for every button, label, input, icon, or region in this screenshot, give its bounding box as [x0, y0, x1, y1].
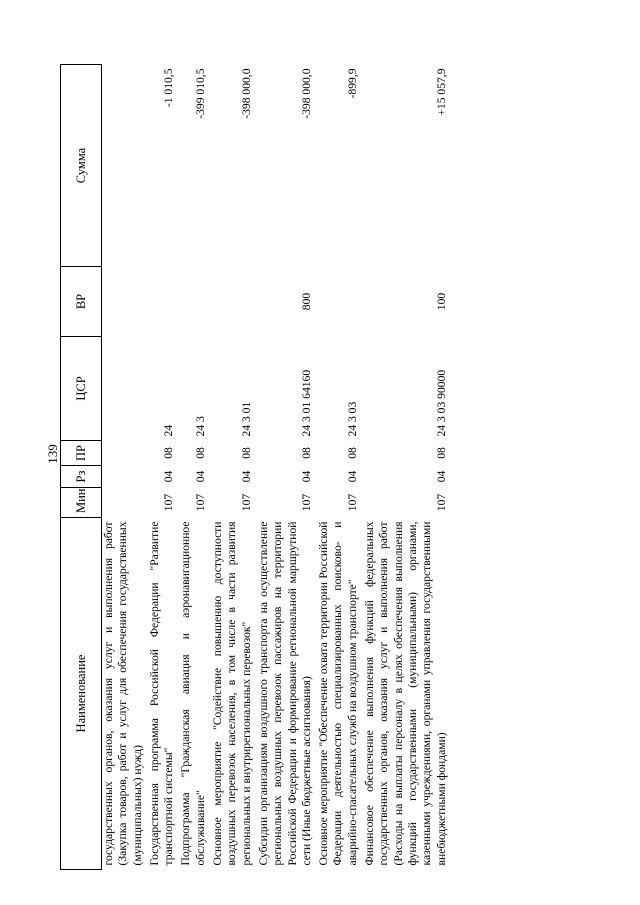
row-pr: 08 [239, 447, 253, 459]
table-row [179, 65, 211, 870]
row-min: 107 [299, 493, 313, 512]
row-rz: 04 [162, 470, 176, 483]
row-rz: 04 [193, 470, 207, 483]
row-rz: 04 [434, 470, 448, 483]
row-name: Финансовое обеспечение выполнения функций федеральных государственных органов, оказания услуг и выполнения работ (Расходы на выплаты персоналу в целях обеспечения выполнения функций государственными (муниципальными) органами, казенными учреждениями, органами управления государственными внебюджетными фондами) [363, 521, 448, 866]
row-vr: 800 [299, 292, 313, 311]
row-pr: 08 [162, 447, 176, 459]
row-sum: -399 010,5 [193, 68, 207, 119]
row-vr: 100 [434, 292, 448, 311]
row-csr: 24 3 01 64160 [299, 369, 313, 437]
row-name: Государственная программа Российской Федерации "Развитие транспортной системы" [147, 521, 176, 866]
budget-table [60, 64, 452, 870]
row-min: 107 [193, 493, 207, 512]
row-rz [102, 466, 148, 488]
col-header-sum: Сумма [61, 65, 102, 267]
row-pr: 08 [434, 447, 448, 459]
row-sum: +15 057,9 [434, 68, 448, 116]
col-header-rz: Рз [61, 466, 102, 488]
row-name: Основное мероприятие "Обеспечение охвата территории Российской Федерации деятельностью специализированных поисково- и аварийно-спасательных служб на воздушном транспорте" [317, 521, 359, 866]
rotated-page [60, 50, 600, 870]
row-name: Субсидии организациям воздушного транспорта на осуществление региональных воздушных перевозок пассажиров на территории Российской Федерации и формирование региональной маршрутной сети (Иные бюджетные ассигнования) [256, 521, 313, 866]
row-sum [102, 65, 148, 267]
row-rz: 04 [239, 470, 253, 483]
col-header-name: Наименование [61, 518, 102, 870]
table-row [102, 65, 148, 870]
row-csr: 24 3 03 90000 [434, 369, 448, 437]
row-rz: 04 [299, 470, 313, 483]
row-sum: -1 010,5 [162, 68, 176, 108]
row-min: 107 [434, 493, 448, 512]
row-csr: 24 3 01 [239, 401, 253, 437]
row-min: 107 [162, 493, 176, 512]
row-csr: 24 [162, 424, 176, 437]
row-min: 107 [239, 493, 253, 512]
row-csr [102, 337, 148, 441]
table-row [257, 65, 317, 870]
row-pr: 08 [193, 447, 207, 459]
row-name: государственных органов, оказания услуг и выполнения работ (Закупка товаров, работ и услуг для обеспечения государственных (муниципальных) нужд) [102, 521, 144, 866]
row-vr [148, 267, 180, 337]
table-row [148, 65, 180, 870]
row-min [102, 488, 148, 518]
table-header [61, 65, 102, 870]
table-row [363, 65, 452, 870]
row-pr: 08 [345, 447, 359, 459]
col-header-vr: ВР [61, 267, 102, 337]
row-csr: 24 3 03 [345, 401, 359, 437]
row-vr [317, 267, 363, 337]
row-pr: 08 [299, 447, 313, 459]
page-number: 139 [45, 444, 60, 464]
row-name: Основное мероприятие "Содействие повышению доступности воздушных перевозок населения, в том числе в части развития региональных и внутрирегиональных перевозок" [211, 521, 253, 866]
row-vr [179, 267, 211, 337]
row-sum: -398 000,0 [299, 68, 313, 119]
col-header-min: Мин [61, 488, 102, 518]
row-min: 107 [345, 493, 359, 512]
row-csr: 24 3 [193, 416, 207, 437]
row-rz: 04 [345, 470, 359, 483]
row-pr [102, 441, 148, 466]
row-name: Подпрограмма "Гражданская авиация и аэронавигационное обслуживание" [179, 521, 207, 866]
row-vr [102, 267, 148, 337]
table-row [317, 65, 363, 870]
col-header-pr: ПР [61, 441, 102, 466]
row-vr [211, 267, 257, 337]
col-header-csr: ЦСР [61, 337, 102, 441]
row-sum: -398 000,0 [239, 68, 253, 119]
table-row [211, 65, 257, 870]
row-sum: -899,9 [345, 68, 359, 99]
